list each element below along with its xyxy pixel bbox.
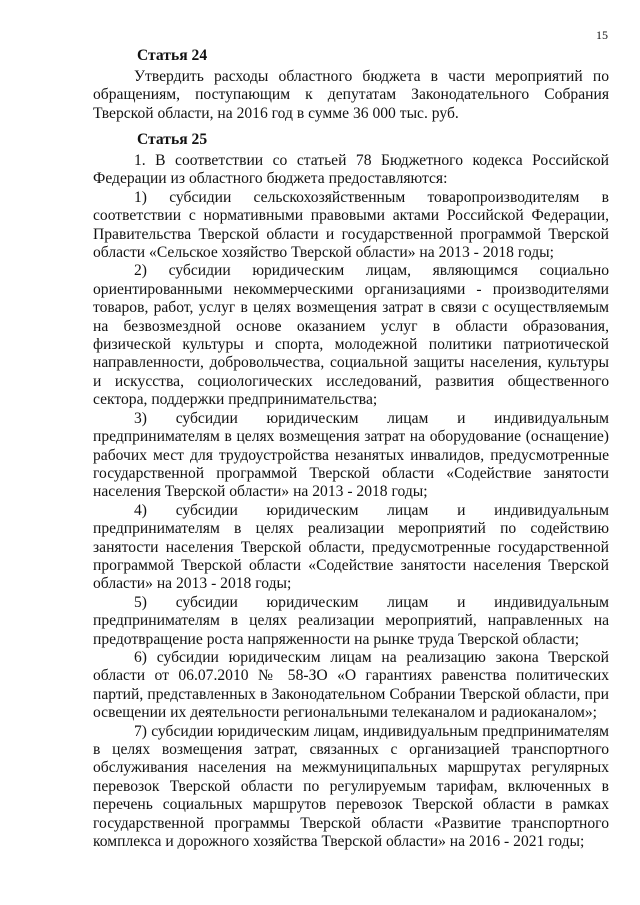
article-25-body bbox=[93, 152, 609, 851]
article-25-item-2: 2) субсидии юридическим лицам, являющимся социально ориентированными некоммерческими организациями - производителями товаров, работ, услуг в целях возмещения затрат в связи с осуществляемым на безвозмездной основе оказанием услуг в области образования, физической культуры и спорта, молодежной политики патриотической направленности, добровольчества, социальной защиты населения, культуры и искусства, социологических исследований, развития общественного сектора, поддержки предпринимательства; bbox=[93, 262, 609, 409]
article-25-intro: 1. В соответствии со статьей 78 Бюджетного кодекса Российской Федерации из областного бюджета предоставляются: bbox=[93, 152, 609, 188]
article-25-item-3: 3) субсидии юридическим лицам и индивидуальным предпринимателям в целях возмещения затрат на оборудование (оснащение) рабочих мест для трудоустройства незанятых инвалидов, предусмотренные государственной программой Тверской области «Содействие занятости населения Тверской области» на 2013 - 2018 годы; bbox=[93, 409, 609, 501]
article-25-item-4: 4) субсидии юридическим лицам и индивидуальным предпринимателям в целях реализации мероприятий по содействию занятости населения Тверской области, предусмотренные государственной программой Тверской области «Содействие занятости населения Тверской области» на 2013 - 2018 годы; bbox=[93, 501, 609, 593]
article-25-item-6: 6) субсидии юридическим лицам на реализацию закона Тверской области от 06.07.2010 № 58-ЗО «О гарантиях равенства политических партий, представленных в Законодательном Собрании Тверской области, при освещении их деятельности региональными телеканалом и радиоканалом»; bbox=[93, 648, 609, 722]
article-24-body bbox=[93, 68, 609, 123]
page-number: 15 bbox=[596, 28, 608, 42]
article-24-paragraph: Утвердить расходы областного бюджета в части мероприятий по обращениям, поступающим к депутатам Законодательного Собрания Тверской области, на 2016 год в сумме 36 000 тыс. руб. bbox=[93, 68, 609, 122]
article-25-title: Статья 25 bbox=[137, 131, 208, 148]
article-25-item-1: 1) субсидии сельскохозяйственным товаропроизводителям в соответствии с нормативными правовыми актами Российской Федерации, Правительства Тверской области и государственной программой Тверской области «Сельское хозяйство Тверской области» на 2013 - 2018 годы; bbox=[93, 188, 609, 262]
article-24-title: Статья 24 bbox=[137, 47, 208, 64]
article-25-item-5: 5) субсидии юридическим лицам и индивидуальным предпринимателям в целях реализации мероприятий, направленных на предотвращение роста напряженности на рынке труда Тверской области; bbox=[93, 593, 609, 648]
article-25-item-7: 7) субсидии юридическим лицам, индивидуальным предпринимателям в целях возмещения затрат, связанных с организацией транспортного обслуживания населения на межмуниципальных маршрутах регулярных перевозок Тверской области по регулируемым тарифам, включенных в перечень социальных маршрутов перевозок Тверской области в рамках государственной программы Тверской области «Развитие транспортного комплекса и дорожного хозяйства Тверской области» на 2016 - 2021 годы; bbox=[93, 722, 609, 851]
